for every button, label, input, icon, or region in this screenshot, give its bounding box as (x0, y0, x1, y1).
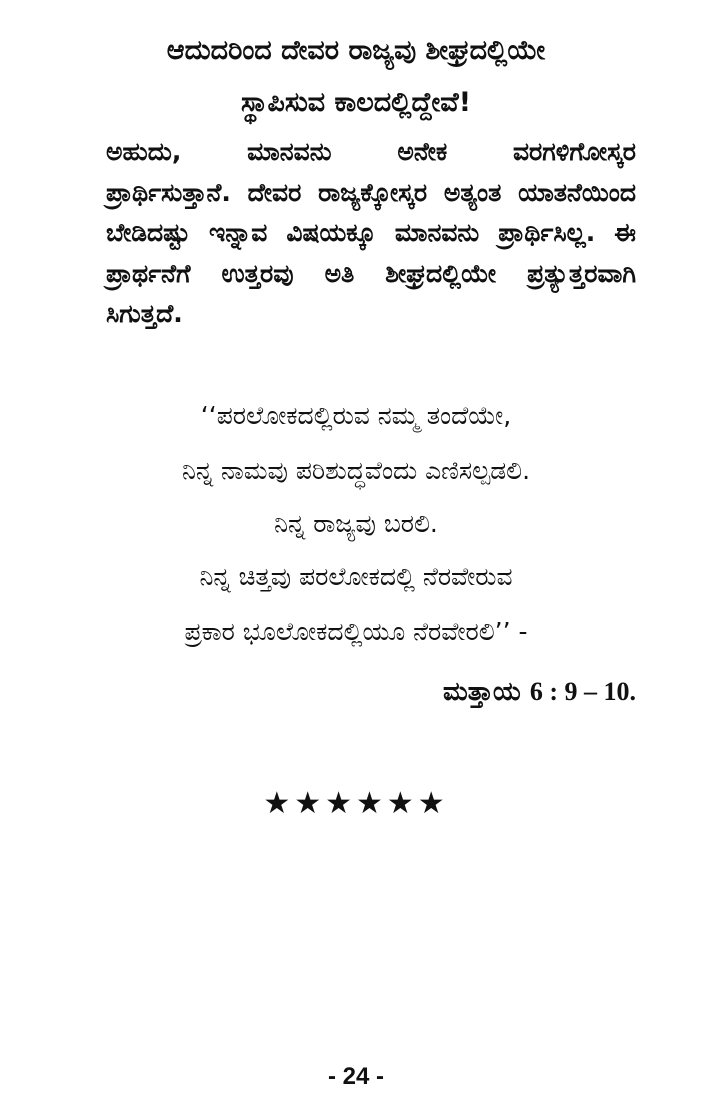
reference-verse: 6 : 9 – 10. (529, 677, 636, 706)
heading-line-1: ಆದುದರಿಂದ ದೇವರ ರಾಜ್ಯವು ಶೀಘ್ರದಲ್ಲಿಯೇ (166, 35, 546, 66)
quote-line-5: ಪ್ರಕಾರ ಭೂಲೋಕದಲ್ಲಿಯೂ ನೆರವೇರಲಿ’’ - (184, 617, 528, 646)
paragraph-line-2: ಪ್ರಾರ್ಥಿಸುತ್ತಾನೆ. ದೇವರ ರಾಜ್ಯಕ್ಕೋಸ್ಕರ ಅತ್ಯಂತ ಯಾತನೆಯಿಂದ (106, 178, 636, 207)
heading-line-2: ಸ್ಥಾಪಿಸುವ ಕಾಲದಲ್ಲಿದ್ದೇವೆ! (240, 87, 472, 118)
quote-line-1: ‘‘ಪರಲೋಕದಲ್ಲಿರುವ ನಮ್ಮ ತಂದೆಯೇ, (200, 401, 512, 430)
paragraph-line-5: ಸಿಗುತ್ತದೆ. (106, 299, 183, 328)
quote-line-4: ನಿನ್ನ ಚಿತ್ತವು ಪರಲೋಕದಲ್ಲಿ ನೆರವೇರುವ (199, 562, 513, 591)
paragraph-line-3: ಬೇಡಿದಷ್ಟು ಇನ್ನಾವ ವಿಷಯಕ್ಕೂ ಮಾನವನು ಪ್ರಾರ್ಥಿಸಿಲ್ಲ. ಈ (106, 218, 636, 247)
reference-book: ಮತ್ತಾಯ (443, 677, 521, 707)
quote-line-2: ನಿನ್ನ ನಾಮವು ಪರಿಶುದ್ಧವೆಂದು ಎಣಿಸಲ್ಪಡಲಿ. (181, 456, 531, 485)
paragraph-line-4: ಪ್ರಾರ್ಥನೆಗೆ ಉತ್ತರವು ಅತಿ ಶೀಘ್ರದಲ್ಲಿಯೇ ಪ್ರತ್ಯುತ್ತರವಾಗಿ (106, 259, 636, 288)
paragraph-line-1: ಅಹುದು, ಮಾನವನು ಅನೇಕ ವರಗಳಿಗೋಸ್ಕರ (106, 137, 636, 166)
star-separator: ★★★★★★ (263, 786, 449, 821)
page-number: - 24 - (327, 1063, 384, 1090)
quote-line-3: ನಿನ್ನ ರಾಜ್ಯವು ಬರಲಿ. (274, 509, 438, 538)
scripture-reference (443, 676, 636, 708)
